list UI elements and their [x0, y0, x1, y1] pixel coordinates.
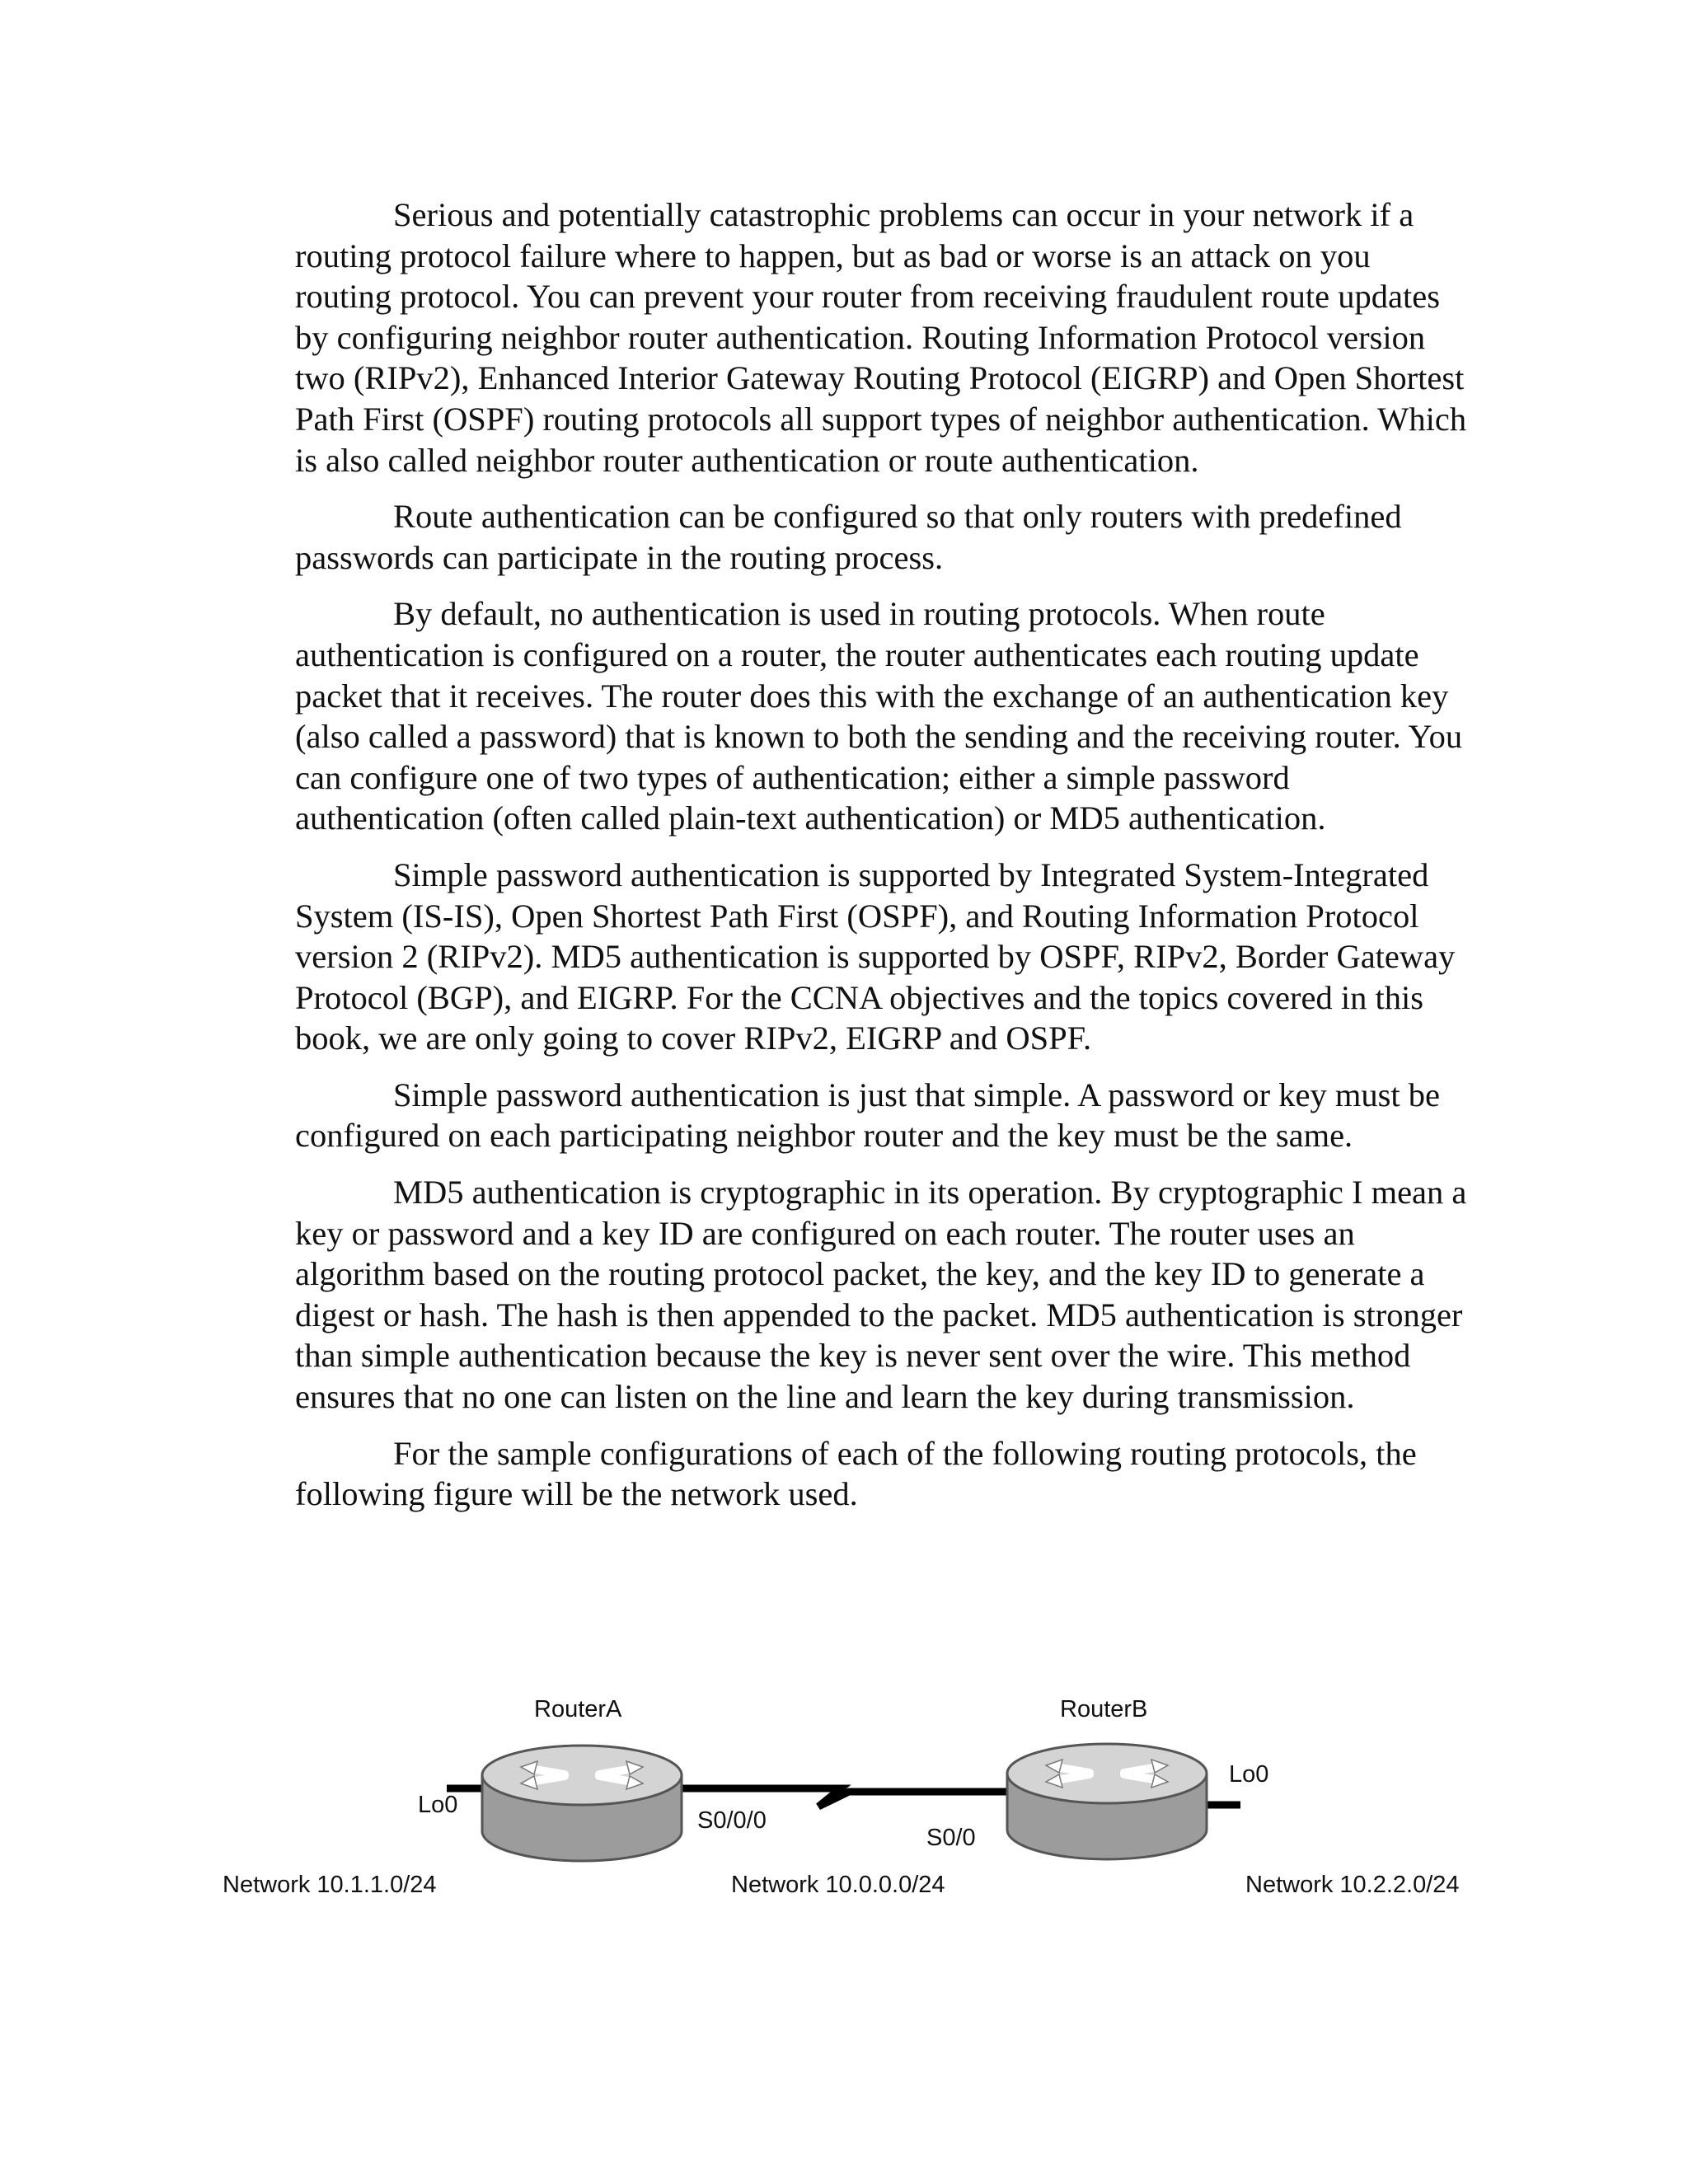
paragraph-md5: MD5 authentication is cryptographic in its operation. By cryptographic I mean a key or password and a key ID are configured on each router. The router uses an algorithm based on the routing protocol packet, the key, and the key ID to generate a digest or hash. The hash is then appended to the packet. MD5 authentication is stronger than simple authentication because the key is never sent over the wire. This method ensures that no one can listen on the line and learn the key during transmission. — [295, 1174, 1467, 1416]
body-text — [295, 194, 1474, 1530]
router-a-interface-label: S0/0/0 — [697, 1807, 767, 1834]
paragraph-simple-password-support: Simple password authentication is supported by Integrated System-Integrated System (IS-IS), Open Shortest Path First (OSPF), and Routing Information Protocol version 2 (RIPv2). MD5 authentication is supported by OSPF, RIPv2, Border Gateway Protocol (BGP), and EIGRP. For the CCNA objectives and the topics covered in this book, we are only going to cover RIPv2, EIGRP and OSPF. — [295, 855, 1456, 1057]
router-b-icon — [1007, 1744, 1207, 1859]
paragraph-default-authentication: By default, no authentication is used in routing protocols. When route authentication is configured on a router, the router authenticates each routing update packet that it receives. The router does this with the exchange of an authentication key (also called a password) that is known to both the sending and the receiving router. You can configure one of two types of authentication; either a simple password authentication (often called plain-text authentication) or MD5 authentication. — [295, 595, 1463, 837]
network-diagram-graphic — [0, 1681, 1688, 1961]
router-a-icon — [482, 1746, 682, 1861]
serial-link-icon — [676, 1788, 1009, 1807]
router-a-loopback-label: Lo0 — [418, 1792, 458, 1818]
network-left-label: Network 10.1.1.0/24 — [223, 1872, 437, 1898]
network-right-label: Network 10.2.2.0/24 — [1245, 1872, 1460, 1898]
paragraph-simple-password: Simple password authentication is just that simple. A password or key must be configured on each participating neighbor router and the key must be the same. — [295, 1076, 1440, 1155]
network-diagram — [0, 1681, 1688, 1961]
router-b-interface-label: S0/0 — [926, 1825, 976, 1851]
router-b-label: RouterB — [1060, 1696, 1148, 1722]
paragraph-route-attacks: Serious and potentially catastrophic problems can occur in your network if a routing protocol failure where to happen, but as bad or worse is an attack on you routing protocol. You can prevent your router from receiving fraudulent route updates by configuring neighbor router authentication. Routing Information Protocol version two (RIPv2), Enhanced Interior Gateway Routing Protocol (EIGRP) and Open Shortest Path First (OSPF) routing protocols all support types of neighbor authentication. Which is also called neighbor router authentication or route authentication. — [295, 196, 1467, 479]
network-middle-label: Network 10.0.0.0/24 — [731, 1872, 945, 1898]
paragraph-route-authentication: Route authentication can be configured so that only routers with predefined passwords can participate in the routing process. — [295, 498, 1402, 576]
paragraph-sample-config: For the sample configurations of each of the following routing protocols, the following figure will be the network used. — [295, 1434, 1417, 1513]
router-b-loopback-label: Lo0 — [1229, 1761, 1269, 1788]
router-a-label: RouterA — [534, 1696, 622, 1722]
